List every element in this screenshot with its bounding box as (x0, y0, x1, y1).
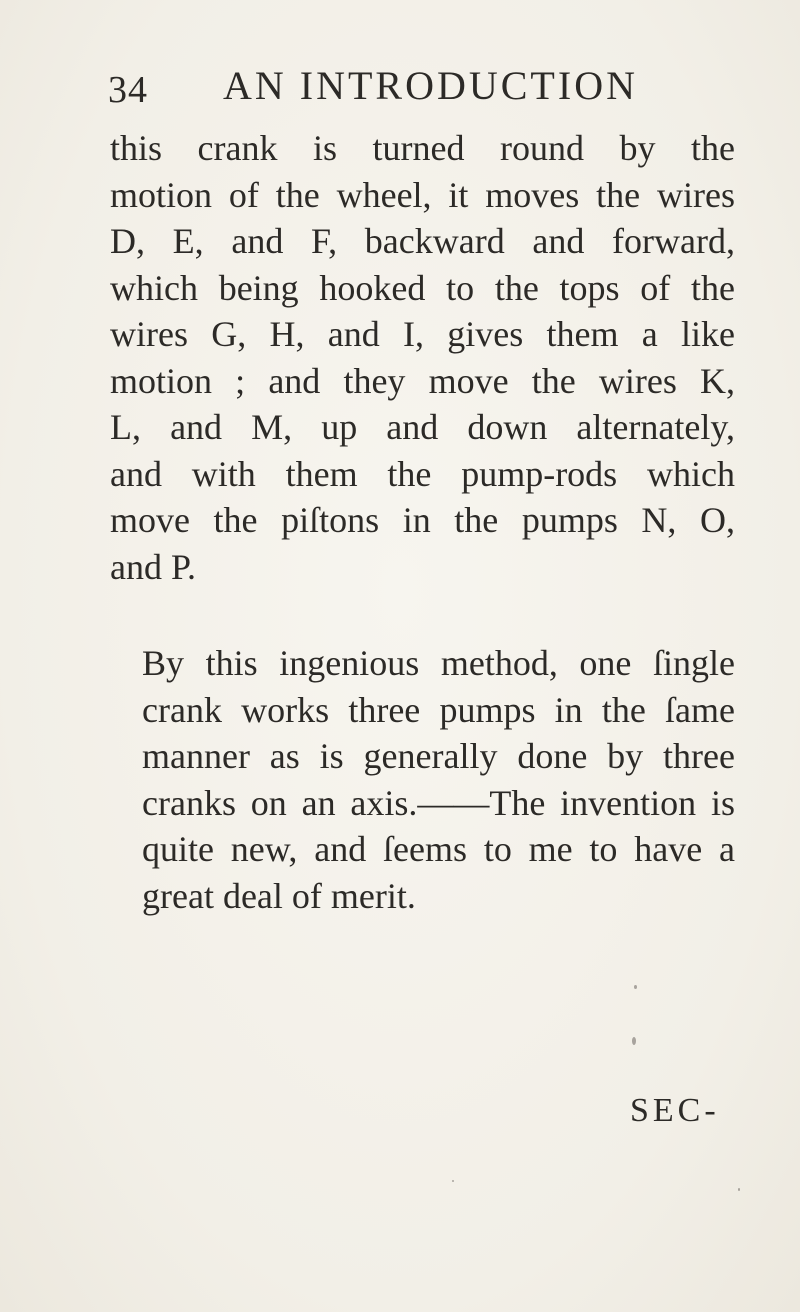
text-line: crank works three pumps in the ſame (142, 689, 735, 730)
page-number: 34 (108, 69, 148, 111)
text-line: motion ; and they move the wires K, (110, 360, 735, 401)
text-line: this crank is turned round by the (110, 128, 735, 168)
text-line: which being hooked to the tops of the (110, 267, 735, 308)
paper-speck (632, 1037, 636, 1045)
paper-speck (634, 985, 637, 989)
body-text (110, 125, 735, 919)
paper-speck (738, 1188, 740, 1191)
paragraph-2 (110, 640, 735, 919)
paragraph-1 (110, 125, 735, 590)
text-line: great deal of merit. (142, 875, 416, 916)
running-head: AN INTRODUCTION (223, 63, 638, 108)
paper-speck (452, 1180, 454, 1182)
text-line: wires G, H, and I, gives them a like (110, 314, 735, 354)
text-line: L, and M, up and down alternately, (110, 407, 735, 447)
text-line: and P. (110, 546, 197, 587)
page-header (108, 62, 708, 112)
text-line: and with them the pump-rods which (110, 453, 735, 494)
text-line: cranks on an axis.——The invention is (142, 782, 735, 823)
catchword: SEC- (630, 1092, 720, 1129)
text-line: manner as is generally done by three (142, 736, 735, 776)
text-line: move the piſtons in the pumps N, O, (110, 500, 735, 540)
text-line: By this ingenious method, one ſingle (142, 643, 735, 683)
text-line: quite new, and ſeems to me to have a (142, 829, 735, 869)
text-line: D, E, and F, backward and forward, (110, 221, 735, 261)
text-line: motion of the wheel, it moves the wires (110, 174, 735, 215)
